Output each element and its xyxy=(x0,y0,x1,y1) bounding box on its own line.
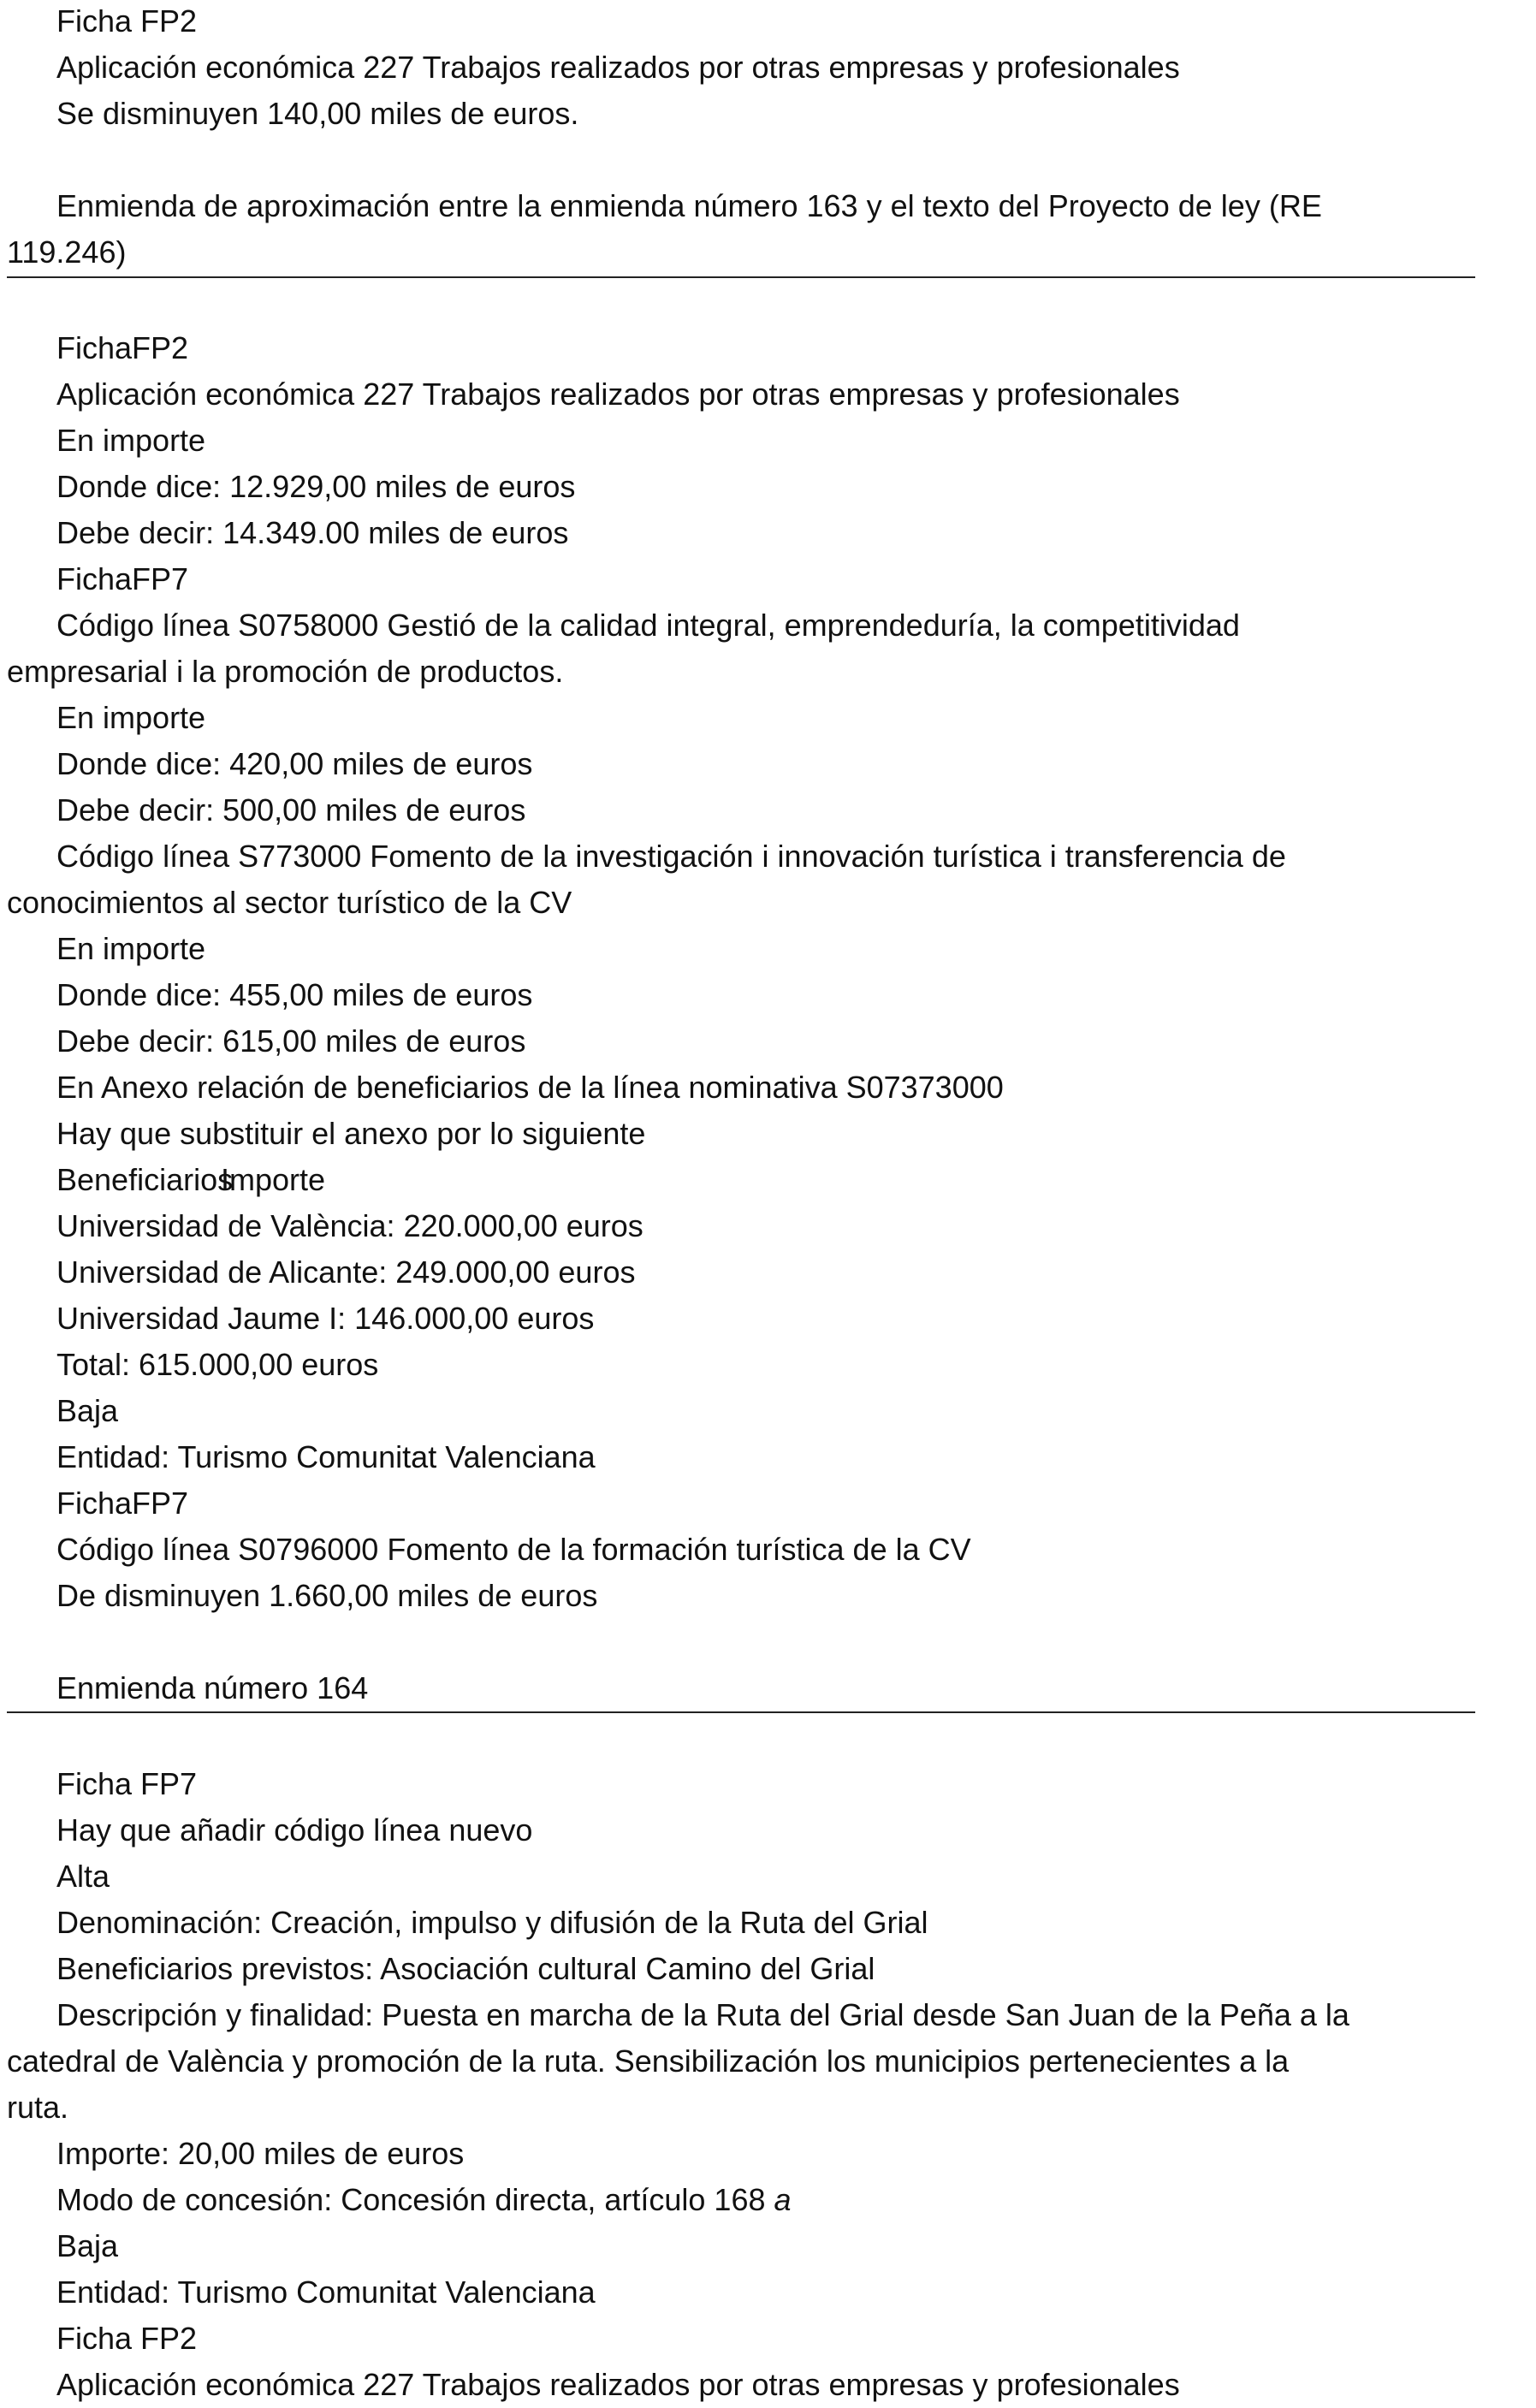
text-line: En Anexo relación de beneficiarios de la línea nominativa S07373000 xyxy=(56,1070,1004,1105)
concession-line xyxy=(0,2177,1536,2223)
text-line: En importe xyxy=(56,700,206,735)
text-line: Entidad: Turismo Comunitat Valenciana xyxy=(56,2275,596,2310)
text-line: Donde dice: 12.929,00 miles de euros xyxy=(56,469,576,504)
text-line: Hay que añadir código línea nuevo xyxy=(56,1812,533,1848)
text-line: Debe decir: 615,00 miles de euros xyxy=(56,1023,526,1059)
text-line: Entidad: Turismo Comunitat Valenciana xyxy=(56,1439,596,1474)
text-line: Debe decir: 14.349.00 miles de euros xyxy=(56,515,569,550)
text-line: Hay que substituir el anexo por lo siguiente xyxy=(56,1116,646,1151)
text-line: Ficha FP2 xyxy=(56,3,198,39)
article-letter: a xyxy=(774,2182,792,2217)
text-line: Se disminuyen 140,00 miles de euros. xyxy=(56,96,579,131)
text-line: Alta xyxy=(56,1859,110,1894)
text-line: Aplicación económica 227 Trabajos realizados por otras empresas y profesionales xyxy=(56,2367,1180,2402)
table-total: Total: 615.000,00 euros xyxy=(56,1347,379,1382)
table-header-beneficiarios: Beneficiarios xyxy=(56,1162,234,1197)
text-line: Debe decir: 500,00 miles de euros xyxy=(56,792,526,827)
text-line: FichaFP7 xyxy=(56,1486,189,1521)
table-row: Universidad Jaume I: 146.000,00 euros xyxy=(56,1301,595,1336)
text-line: De disminuyen 1.660,00 miles de euros xyxy=(56,1578,598,1613)
text-line: Donde dice: 420,00 miles de euros xyxy=(56,746,533,781)
section-rule xyxy=(7,1711,1475,1713)
text-line: Beneficiarios previstos: Asociación cultural Camino del Grial xyxy=(56,1951,875,1986)
section-rule xyxy=(7,276,1475,278)
table-row: Universidad de València: 220.000,00 euros xyxy=(56,1208,643,1243)
table-header-row xyxy=(0,1157,1536,1203)
amendment-heading: Enmienda número 164 xyxy=(56,1670,369,1705)
text-line: FichaFP2 xyxy=(56,330,189,365)
table-header-importe: Importe xyxy=(221,1162,326,1197)
text-line: Ficha FP2 xyxy=(56,2321,198,2356)
concession-text: Modo de concesión: Concesión directa, artículo 168 xyxy=(56,2182,766,2217)
text-line: Descripción y finalidad: Puesta en marcha de la Ruta del Grial desde San Juan de la Peña a la xyxy=(56,1997,1349,2032)
amendment-heading-cont: 119.246) xyxy=(7,234,127,270)
text-line: Ficha FP7 xyxy=(56,1766,198,1801)
text-line: ruta. xyxy=(7,2090,69,2125)
text-line: Aplicación económica 227 Trabajos realizados por otras empresas y profesionales xyxy=(56,50,1180,85)
text-line: Importe: 20,00 miles de euros xyxy=(56,2136,465,2171)
text-line: Código línea S773000 Fomento de la investigación i innovación turística i transferencia de xyxy=(56,839,1286,874)
text-line: En importe xyxy=(56,423,206,458)
text-line: Baja xyxy=(56,1393,119,1428)
text-line: catedral de València y promoción de la ruta. Sensibilización los municipios pertenecientes a la xyxy=(7,2043,1290,2079)
text-line: Aplicación económica 227 Trabajos realizados por otras empresas y profesionales xyxy=(56,377,1180,412)
text-line: Baja xyxy=(56,2228,119,2263)
text-line: Denominación: Creación, impulso y difusión de la Ruta del Grial xyxy=(56,1905,928,1940)
amendment-heading: Enmienda de aproximación entre la enmienda número 163 y el texto del Proyecto de ley (RE xyxy=(56,188,1322,223)
table-row: Universidad de Alicante: 249.000,00 euros xyxy=(56,1254,636,1290)
text-line: Código línea S0796000 Fomento de la formación turística de la CV xyxy=(56,1532,971,1567)
text-line: conocimientos al sector turístico de la CV xyxy=(7,885,572,920)
text-line: empresarial i la promoción de productos. xyxy=(7,654,564,689)
text-line: Código línea S0758000 Gestió de la calidad integral, emprendeduría, la competitividad xyxy=(56,608,1240,643)
text-line: FichaFP7 xyxy=(56,561,189,596)
text-line: En importe xyxy=(56,931,206,966)
text-line: Donde dice: 455,00 miles de euros xyxy=(56,977,533,1012)
